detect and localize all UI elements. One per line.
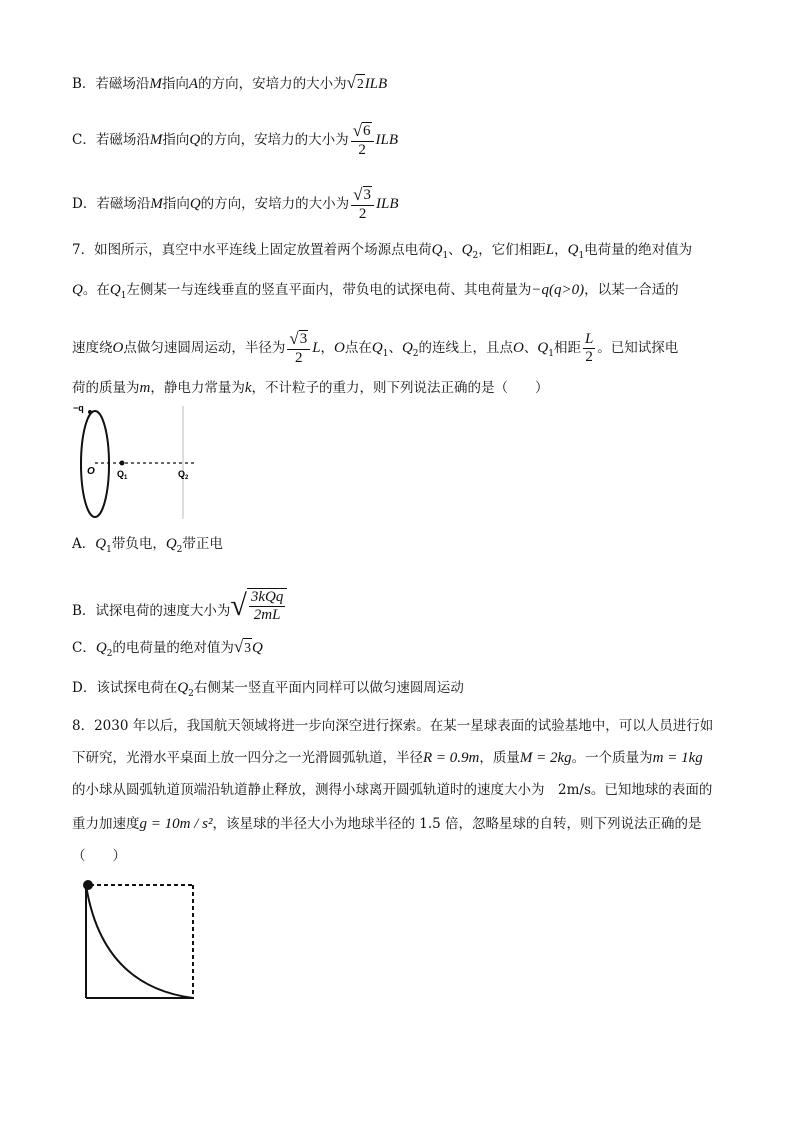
- q8-figure: [80, 876, 200, 1002]
- q8-stem-line-3: 的小球从圆弧轨道顶端沿轨道静止释放，测得小球离开圆弧轨道时的速度大小为 2m/s。已知地球的表面的: [72, 782, 713, 798]
- q7-stem-line-2: Q。在$Q_1$左侧某一与连线垂直的竖直平面内，带负电的试探电荷、其电荷量为−q(q>0)，以某一合适的: [72, 282, 679, 301]
- q6-option-b: B．若磁场沿M指向A的方向，安培力的大小为 √ 2 ILB: [72, 73, 388, 92]
- fig-charge-label: −q: [73, 404, 84, 413]
- q8-stem-line-4: 重力加速度g = 10m / s²，该星球的半径大小为地球半径的 1.5 倍，忽略星球的自转，则下列说法正确的是: [72, 816, 702, 832]
- fig-q1-label: $Q_1$: [117, 469, 128, 481]
- q7-stem-line-4: 荷的质量为m，静电力常量为k，不计粒子的重力，则下列说法正确的是（ ）: [72, 380, 549, 396]
- q8-stem-line-5: （ ）: [72, 848, 126, 864]
- fig-q2-label: $Q_2$: [178, 469, 189, 481]
- q7-option-a: A．$Q_1$带负电，$Q_2$带正电: [72, 536, 223, 555]
- orbit-ellipse: [81, 411, 109, 517]
- q6-option-d: D．若磁场沿M指向Q的方向，安培力的大小为 √ 3 2 ILB: [72, 185, 399, 222]
- q7-option-c: C．$Q_2$的电荷量的绝对值为 √ 3 Q: [72, 637, 263, 659]
- fig-o-label: O: [87, 466, 95, 477]
- q8-stem-line-2: 下研究，光滑水平桌面上放一四分之一光滑圆弧轨道，半径R = 0.9m，质量M = 2kg。一个质量为m = 1kg: [72, 750, 703, 766]
- q7-stem-line-3: 速度绕O点做匀速圆周运动，半径为 √ 3 2 L，O点在$Q_1$、$Q_2$的连线上，且点O、$Q_1$相距 $\frac{L}{2}$ 。已知试探电: [72, 329, 679, 366]
- q1-dot: [120, 461, 125, 466]
- q8-stem-line-1: 8．2030 年以后，我国航天领域将进一步向深空进行探索。在某一星球表面的试验基地中，可以人员进行如: [72, 718, 714, 734]
- q7-stem-line-1: 7．如图所示，真空中水平连线上固定放置着两个场源点电荷$Q_1$、$Q_2$，它们相距L，$Q_1$电荷量的绝对值为: [72, 242, 693, 261]
- quarter-arc: [86, 885, 193, 998]
- q7-option-b: B．试探电荷的速度大小为 √ $\frac{\text{3kQq}}{2mL}$: [72, 588, 287, 624]
- q6-option-c: C．若磁场沿M指向Q的方向，安培力的大小为 √ 6 2 ILB: [72, 121, 399, 158]
- q7-option-d: D．该试探电荷在$Q_2$右侧某一竖直平面内同样可以做匀速圆周运动: [72, 680, 464, 699]
- test-charge-dot: [88, 410, 92, 414]
- q7-figure: [70, 404, 210, 522]
- ball: [83, 880, 93, 890]
